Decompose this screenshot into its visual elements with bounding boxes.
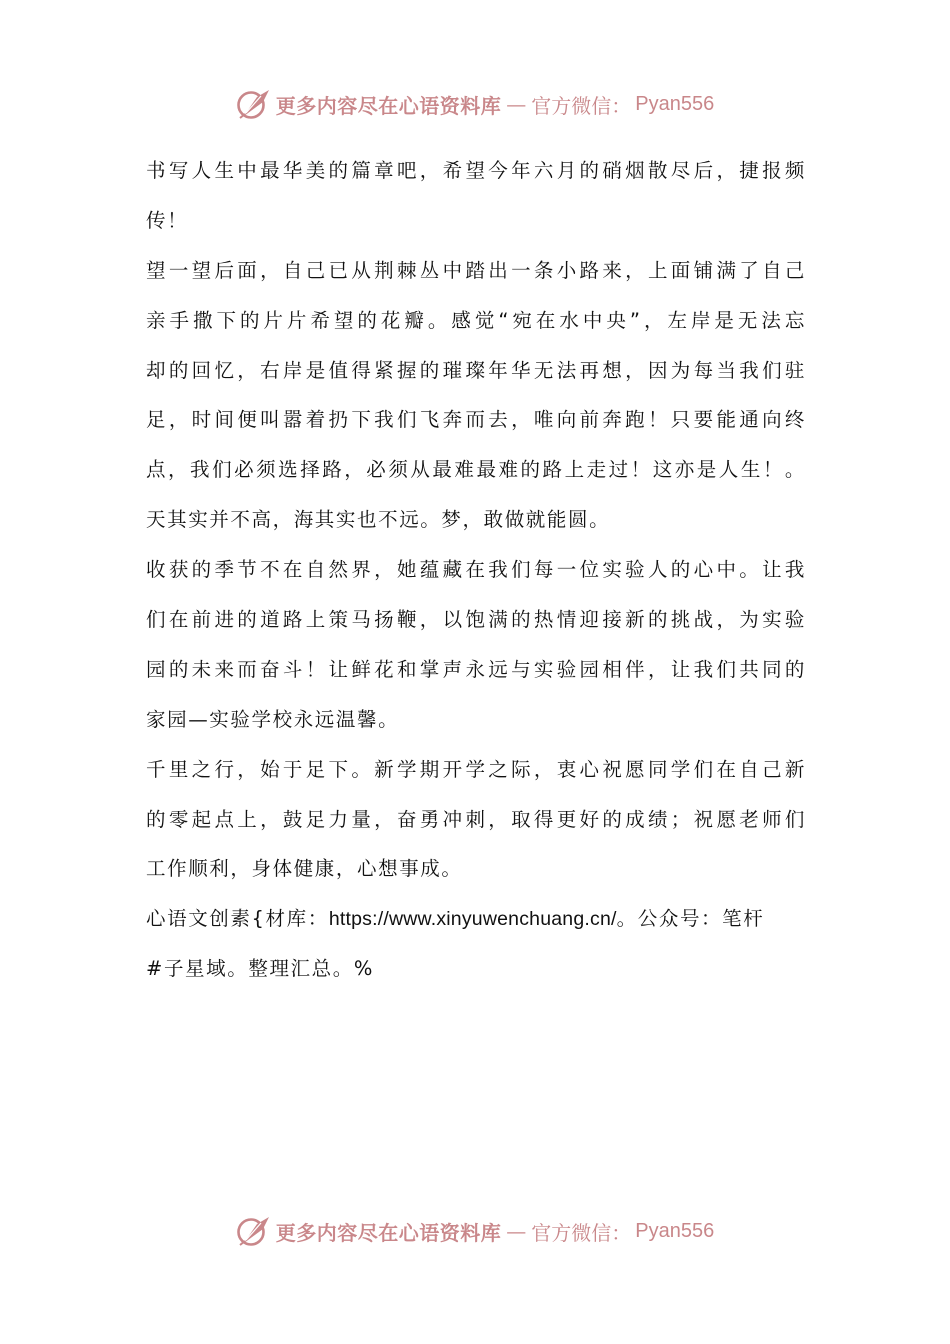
text-line: 工作顺利，身体健康，心想事成。 <box>146 857 463 881</box>
source-prefix: 心语文创素{材库： <box>146 907 329 931</box>
footer-separator: — <box>506 1219 527 1243</box>
footer-brand-text: 更多内容尽在心语资料库 <box>275 1220 502 1245</box>
text-line: 千里之行，始于足下。新学期开学之际，衷心祝愿同学们在自己新 <box>146 757 806 781</box>
footer-contact-id: Pyan556 <box>635 1219 715 1242</box>
header-contact-id: Pyan556 <box>635 92 715 115</box>
header-banner-row <box>236 87 714 121</box>
text-line: 望一望后面，自己已从荆棘丛中踏出一条小路来，上面铺满了自己 <box>146 258 806 282</box>
text-line: 的零起点上，鼓足力量，奋勇冲刺，取得更好的成绩；祝愿老师们 <box>146 807 806 831</box>
source-line <box>146 894 806 944</box>
text-line: 亲手撒下的片片希望的花瓣。感觉“宛在水中央”，左岸是无法忘 <box>146 308 806 332</box>
document-body <box>146 146 806 994</box>
text-line: #子星域。整理汇总。% <box>146 957 374 981</box>
text-line: 点，我们必须选择路，必须从最难最难的路上走过！这亦是人生！。 <box>146 458 806 482</box>
text-line: 传！ <box>146 208 189 232</box>
text-line: 却的回忆，右岸是值得紧握的璀璨年华无法再想，因为每当我们驻 <box>146 358 806 382</box>
text-line: 园的未来而奋斗！让鲜花和掌声永远与实验园相伴，让我们共同的 <box>146 657 806 681</box>
text-line: 们在前进的道路上策马扬鞭，以饱满的热情迎接新的挑战，为实验 <box>146 608 806 632</box>
text-line: 书写人生中最华美的篇章吧，希望今年六月的硝烟散尽后，捷报频 <box>146 159 806 182</box>
text-line: 家园—实验学校永远温馨。 <box>146 707 400 731</box>
text-line: 收获的季节不在自然界，她蕴藏在我们每一位实验人的心中。让我 <box>146 558 806 582</box>
page-header-banner <box>0 84 950 124</box>
source-suffix: 。公众号：笔杆 <box>616 907 765 931</box>
text-line: 天其实并不高，海其实也不远。梦，敢做就能圆。 <box>146 508 611 532</box>
footer-banner-row <box>236 1214 714 1248</box>
header-contact-label: 官方微信： <box>531 93 632 118</box>
footer-contact-label: 官方微信： <box>531 1220 632 1245</box>
header-separator: — <box>506 92 527 116</box>
page-footer-banner <box>0 1211 950 1251</box>
header-brand-text: 更多内容尽在心语资料库 <box>275 93 502 118</box>
text-line: 足，时间便叫嚣着扔下我们飞奔而去，唯向前奔跑！只要能通向终 <box>146 408 806 432</box>
quill-pen-logo-icon <box>236 87 272 121</box>
source-url-link[interactable]: https://www.xinyuwenchuang.cn/ <box>328 908 617 931</box>
quill-pen-logo-icon <box>236 1214 272 1248</box>
